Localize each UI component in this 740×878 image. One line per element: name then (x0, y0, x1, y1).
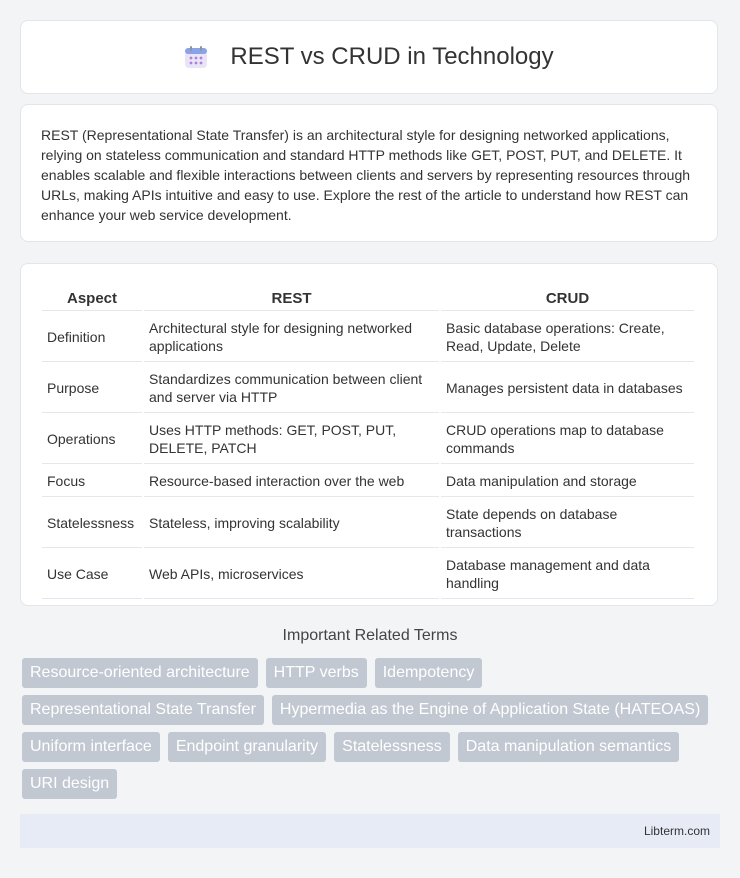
related-term-tag[interactable]: Idempotency (375, 658, 483, 688)
table-cell: Basic database operations: Create, Read, Update, Delete (441, 313, 694, 362)
table-cell: Definition (42, 313, 142, 362)
table-row (42, 499, 694, 548)
intro-card (20, 104, 718, 242)
table-cell: Data manipulation and storage (441, 466, 694, 497)
table-cell: Standardizes communication between client and server via HTTP (144, 364, 439, 413)
related-term-tag[interactable]: Hypermedia as the Engine of Application State (HATEOAS) (272, 695, 708, 725)
footer-site-link[interactable]: Libterm.com (643, 824, 710, 838)
comparison-table-card (20, 263, 718, 606)
table-cell: Resource-based interaction over the web (144, 466, 439, 497)
table-row (42, 415, 694, 464)
table-row (42, 364, 694, 413)
related-term-tag[interactable]: HTTP verbs (266, 658, 367, 688)
table-row (42, 466, 694, 497)
table-header-row (42, 286, 694, 311)
table-cell: CRUD operations map to database commands (441, 415, 694, 464)
table-cell: State depends on database transactions (441, 499, 694, 548)
table-cell: Stateless, improving scalability (144, 499, 439, 548)
related-terms-heading: Important Related Terms (282, 627, 458, 644)
related-term-tag[interactable]: Statelessness (334, 732, 450, 762)
related-term-tag[interactable]: Endpoint granularity (168, 732, 326, 762)
table-cell: Web APIs, microservices (144, 550, 439, 599)
table-row (42, 550, 694, 599)
table-cell: Architectural style for designing networked applications (144, 313, 439, 362)
table-cell: Uses HTTP methods: GET, POST, PUT, DELETE, PATCH (144, 415, 439, 464)
table-cell: Purpose (42, 364, 142, 413)
column-header-rest: REST (144, 286, 439, 311)
related-term-tag[interactable]: URI design (22, 769, 117, 799)
related-terms-list (22, 658, 722, 799)
calendar-icon (184, 45, 208, 69)
comparison-table (40, 284, 696, 601)
intro-paragraph: REST (Representational State Transfer) is an architectural style for designing networked applications, relying on stateless communication and standard HTTP methods like GET, POST, PUT, and DELETE. It enables scalable and flexible interactions between clients and servers by representing resources through URLs, making APIs intuitive and easy to use. Explore the rest of the article to understand how REST can enhance your web service development. (41, 127, 691, 223)
column-header-aspect: Aspect (42, 286, 142, 311)
table-cell: Manages persistent data in databases (441, 364, 694, 413)
related-term-tag[interactable]: Representational State Transfer (22, 695, 264, 725)
header-card (20, 20, 718, 94)
table-cell: Database management and data handling (441, 550, 694, 599)
table-cell: Operations (42, 415, 142, 464)
table-cell: Statelessness (42, 499, 142, 548)
table-cell: Use Case (42, 550, 142, 599)
related-term-tag[interactable]: Data manipulation semantics (458, 732, 679, 762)
table-cell: Focus (42, 466, 142, 497)
page-title: REST vs CRUD in Technology (230, 43, 554, 70)
related-term-tag[interactable]: Resource-oriented architecture (22, 658, 258, 688)
footer (20, 814, 720, 848)
column-header-crud: CRUD (441, 286, 694, 311)
table-row (42, 313, 694, 362)
related-term-tag[interactable]: Uniform interface (22, 732, 160, 762)
